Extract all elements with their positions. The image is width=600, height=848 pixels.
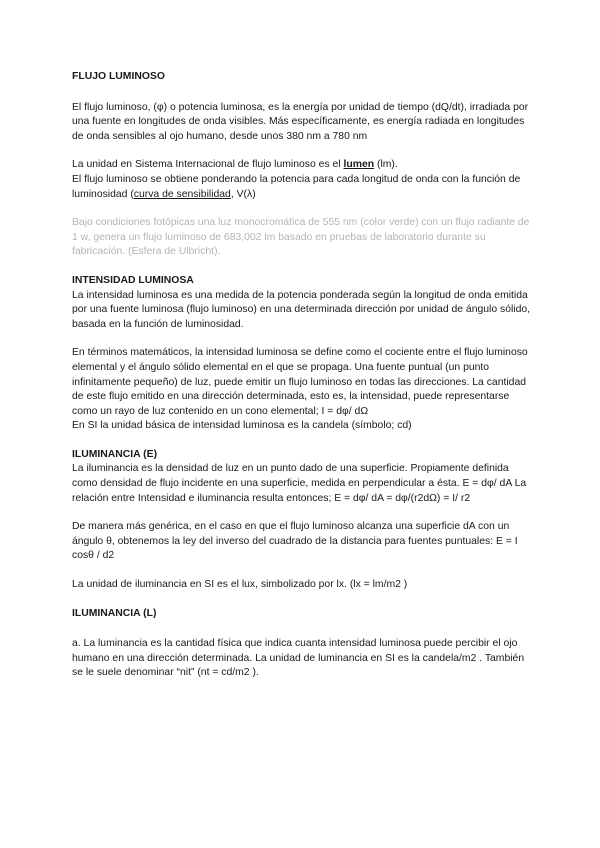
intensidad-paragraph-2: En términos matemáticos, la intensidad luminosa se define como el cociente entre el flujo luminoso elemental y el ángulo sólido elemental en el que se propaga. Una fuente puntual (un punto infinitamente pequeño) de luz, puede emitir un flujo luminoso en todas las direcciones. La cantidad de este flujo emitido en una dirección determinada, esto es, la intensidad, puede representarse como un rayo de luz contenido en un cono elemental; I = dφ/ dΩ bbox=[72, 347, 528, 417]
iluminancia-paragraph-3: La unidad de iluminancia en SI es el lux, simbolizado por lx. (lx = lm/m2 ) bbox=[72, 579, 408, 591]
flujo-p3-text-b: , V(λ) bbox=[230, 188, 256, 200]
lumen-link[interactable]: lumen bbox=[343, 159, 375, 171]
document-page bbox=[72, 70, 532, 681]
curva-sensibilidad-link[interactable]: curva de sensibilidad bbox=[133, 188, 231, 200]
section-title-flujo: FLUJO LUMINOSO bbox=[72, 71, 165, 82]
flujo-paragraph-2 bbox=[72, 158, 532, 173]
flujo-paragraph-1: El flujo luminoso, (φ) o potencia luminosa, es la energía por unidad de tiempo (dQ/dt), irradiada por una fuente en longitudes de onda visibles. Más específicamente, es energía radiada en longitudes de onda sensibles al ojo humano, desde unos 380 nm a 780 nm bbox=[72, 101, 529, 142]
flujo-p2-text-a: La unidad en Sistema Internacional de flujo luminoso es el bbox=[72, 159, 344, 171]
flujo-p2-text-b: (lm). bbox=[374, 159, 398, 171]
section-title-intensidad: INTENSIDAD LUMINOSA bbox=[72, 274, 194, 286]
flujo-paragraph-3 bbox=[72, 173, 532, 202]
section-title-luminancia: ILUMINANCIA (L) bbox=[72, 607, 157, 619]
intensidad-paragraph-3: En SI la unidad básica de intensidad luminosa es la candela (símbolo; cd) bbox=[72, 420, 412, 432]
iluminancia-paragraph-2: De manera más genérica, en el caso en que el flujo luminoso alcanza una superficie dA con un ángulo θ, obtenemos la ley del inverso del cuadrado de la distancia para fuentes puntuales: E = I cosθ / d2 bbox=[72, 521, 518, 562]
flujo-note-gray: Bajo condiciones fotópicas una luz monocromática de 555 nm (color verde) con un flujo radiante de 1 w, genera un flujo luminoso de 683,002 lm basado en pruebas de laboratorio durante su fabricación. (Esfera de Ulbricht). bbox=[72, 217, 530, 258]
intensidad-paragraph-1: La intensidad luminosa es una medida de la potencia ponderada según la longitud de onda emitida por una fuente luminosa (flujo luminoso) en una determinada dirección por unidad de ángulo sólido, basada en la función de luminosidad. bbox=[72, 289, 531, 330]
section-title-iluminancia: ILUMINANCIA (E) bbox=[72, 448, 158, 460]
iluminancia-paragraph-1: La iluminancia es la densidad de luz en un punto dado de una superficie. Propiamente definida como densidad de flujo incidente en una superficie, medida en perpendicular a ésta. E = dφ/ dA La relación entre Intensidad e iluminancia resulta entonces; E = dφ/ dA = dφ/(r2dΩ) = I/ r2 bbox=[72, 463, 527, 504]
flujo-p3-text-a: El flujo luminoso se obtiene ponderando la potencia para cada longitud de onda con la función de luminosidad ( bbox=[72, 173, 521, 200]
luminancia-paragraph-1: a. La luminancia es la cantidad física que indica cuanta intensidad luminosa puede percibir el ojo humano en una dirección determinada. La unidad de luminancia en SI es la candela/m2 . También se le suele denominar “nit” (nt = cd/m2 ). bbox=[72, 638, 525, 679]
